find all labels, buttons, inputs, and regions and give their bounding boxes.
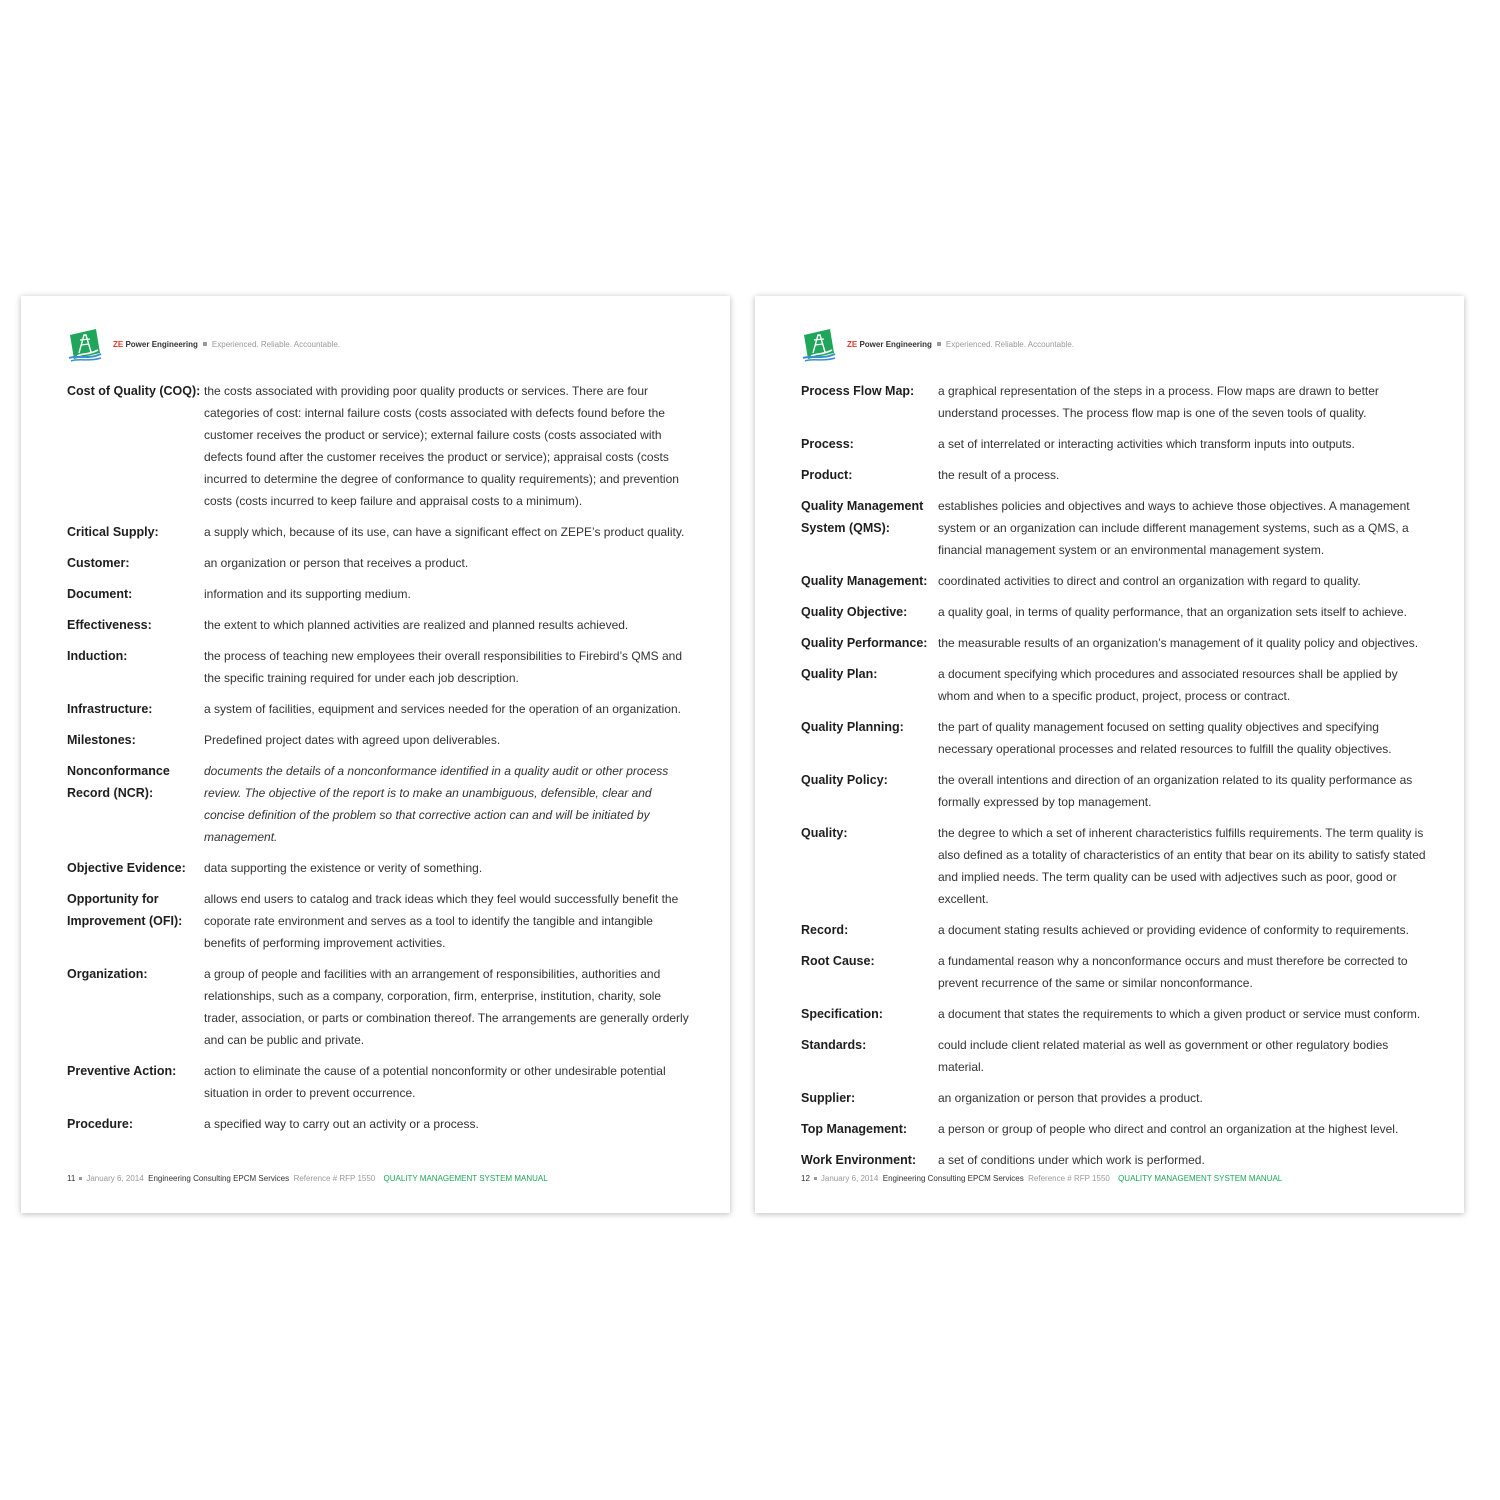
glossary-definition: establishes policies and objectives and ways to achieve those objectives. A management system or an organization can include different management systems, such as a QMS, a financial management system or an environmental management system. [938,499,1410,557]
glossary-entry [67,1113,692,1135]
glossary-term: Customer: [67,556,130,570]
glossary-term: Opportunity for Improvement (OFI): [67,892,183,928]
separator-square [203,342,207,346]
glossary-entry [801,1149,1426,1171]
brand-tagline: Experienced. Reliable. Accountable. [945,339,1075,349]
glossary-definition: a person or group of people who direct and control an organization at the highest level. [938,1122,1399,1136]
glossary-term: Milestones: [67,733,136,747]
glossary-entry [67,1060,692,1104]
footer-date: January 6, 2014 [86,1174,144,1183]
glossary-entry [801,919,1426,941]
glossary-entry [801,433,1426,455]
glossary-definition: the degree to which a set of inherent characteristics fulfills requirements. The term quality is also defined as a totality of characteristics of an entity that bear on its ability to satisfy stated and implied needs. The term quality can be used with adjectives such as poor, good or excellent. [938,826,1426,906]
glossary-definition: Predefined project dates with agreed upon deliverables. [204,733,501,747]
transmission-tower-logo-icon [801,326,837,362]
glossary-definition: the measurable results of an organization’s management of it quality policy and objectives. [938,636,1419,650]
glossary-entry [801,950,1426,994]
glossary-entry [801,464,1426,486]
glossary-entry [67,963,692,1051]
glossary-entry [801,769,1426,813]
glossary-definition: the costs associated with providing poor quality products or services. There are four categories of cost: internal failure costs (costs associated with defects found before the customer receives the product or service); external failure costs (costs associated with defects found after the customer receives the product or service); appraisal costs (costs incurred to determine the degree of conformance to quality requirements); and prevention costs (costs incurred to keep failure and appraisal costs to a minimum). [204,384,679,508]
glossary-term: Quality Objective: [801,605,908,619]
glossary-definition: could include client related material as well as government or other regulatory bodies material. [938,1038,1389,1074]
glossary-entry [67,552,692,574]
glossary-term: Quality Planning: [801,720,904,734]
glossary-definition: a document that states the requirements to which a given product or service must conform. [938,1007,1421,1021]
glossary-definition: a fundamental reason why a nonconformance occurs and must therefore be corrected to prevent recurrence of the same or similar nonconformance. [938,954,1408,990]
footer-doc-title: QUALITY MANAGEMENT SYSTEM MANUAL [383,1174,548,1183]
glossary-term: Organization: [67,967,148,981]
glossary-entry [801,1087,1426,1109]
glossary-definition: coordinated activities to direct and control an organization with regard to quality. [938,574,1361,588]
glossary-entry [801,1034,1426,1078]
glossary-entry [67,760,692,848]
glossary-definition: a specified way to carry out an activity or a process. [204,1117,479,1131]
glossary-list [801,380,1426,1180]
glossary-term: Work Environment: [801,1153,917,1167]
glossary-list [67,380,692,1144]
glossary-definition: the result of a process. [938,468,1060,482]
glossary-definition: documents the details of a nonconformance identified in a quality audit or other process review. The objective of the report is to make an unambiguous, defensible, clear and concise definition of the problem so that corrective action can and will be initiated by management. [204,764,669,844]
document-page-12 [755,296,1464,1213]
glossary-entry [67,614,692,636]
separator-square [937,342,941,346]
footer-dot [79,1177,82,1180]
glossary-entry [67,857,692,879]
glossary-definition: a graphical representation of the steps in a process. Flow maps are drawn to better understand processes. The process flow map is one of the seven tools of quality. [938,384,1379,420]
glossary-entry [801,601,1426,623]
page-footer [801,1174,1282,1183]
glossary-definition: the process of teaching new employees their overall responsibilities to Firebird’s QMS and the specific training required for under each job description. [204,649,683,685]
glossary-entry [67,380,692,512]
glossary-definition: a group of people and facilities with an arrangement of responsibilities, authorities and relationships, such as a company, corporation, firm, enterprise, institution, charity, sole trader, association, or parts or combination thereof. The arrangements are generally orderly and can be public and private. [204,967,689,1047]
glossary-term: Specification: [801,1007,883,1021]
glossary-term: Quality Policy: [801,773,888,787]
glossary-term: Quality Management System (QMS): [801,499,924,535]
glossary-term: Induction: [67,649,128,663]
glossary-definition: data supporting the existence or verity of something. [204,861,483,875]
glossary-definition: a document stating results achieved or providing evidence of conformity to requirements. [938,923,1409,937]
brand-name: ZE Power Engineering [847,339,932,349]
glossary-term: Quality Performance: [801,636,928,650]
glossary-term: Objective Evidence: [67,861,186,875]
glossary-definition: an organization or person that provides a product. [938,1091,1203,1105]
glossary-definition: information and its supporting medium. [204,587,411,601]
glossary-term: Standards: [801,1038,867,1052]
glossary-term: Supplier: [801,1091,856,1105]
page-number: 12 [801,1174,810,1183]
glossary-term: Record: [801,923,849,937]
brand-tagline: Experienced. Reliable. Accountable. [211,339,341,349]
glossary-definition: the extent to which planned activities are realized and planned results achieved. [204,618,629,632]
glossary-term: Top Management: [801,1122,908,1136]
glossary-entry [801,716,1426,760]
glossary-entry [67,888,692,954]
glossary-term: Document: [67,587,133,601]
footer-service: Engineering Consulting EPCM Services [148,1174,290,1183]
glossary-term: Product: [801,468,853,482]
glossary-definition: an organization or person that receives a product. [204,556,469,570]
glossary-entry [801,1003,1426,1025]
glossary-term: Quality Management: [801,574,928,588]
transmission-tower-logo-icon [67,326,103,362]
brand-name: ZE Power Engineering [113,339,198,349]
glossary-entry [801,632,1426,654]
glossary-term: Critical Supply: [67,525,159,539]
glossary-definition: a set of interrelated or interacting activities which transform inputs into outputs. [938,437,1355,451]
footer-date: January 6, 2014 [820,1174,879,1183]
glossary-term: Quality: [801,826,848,840]
page-footer [67,1174,548,1183]
footer-reference: Reference # RFP 1550 [1028,1174,1110,1183]
glossary-entry [67,729,692,751]
glossary-term: Quality Plan: [801,667,878,681]
page-header [67,324,340,364]
glossary-entry [801,822,1426,910]
glossary-entry [67,583,692,605]
glossary-definition: action to eliminate the cause of a potential nonconformity or other undesirable potential situation in order to prevent occurrence. [204,1064,666,1100]
glossary-entry [801,495,1426,561]
glossary-term: Infrastructure: [67,702,153,716]
glossary-entry [67,521,692,543]
glossary-term: Preventive Action: [67,1064,177,1078]
glossary-definition: the part of quality management focused on setting quality objectives and specifying necessary operational processes and related resources to fulfill the quality objectives. [938,720,1392,756]
glossary-term: Nonconformance Record (NCR): [67,764,170,800]
page-number: 11 [67,1174,76,1183]
glossary-entry [801,663,1426,707]
glossary-definition: a quality goal, in terms of quality performance, that an organization sets itself to achieve. [938,605,1407,619]
page-header [801,324,1074,364]
glossary-term: Procedure: [67,1117,133,1131]
footer-dot [814,1177,817,1180]
glossary-entry [801,380,1426,424]
glossary-term: Root Cause: [801,954,875,968]
glossary-definition: the overall intentions and direction of an organization related to its quality performance as formally expressed by top management. [938,773,1413,809]
glossary-entry [801,570,1426,592]
glossary-entry [67,698,692,720]
glossary-entry [67,645,692,689]
footer-service: Engineering Consulting EPCM Services [882,1174,1024,1183]
glossary-term: Cost of Quality (COQ): [67,384,201,398]
glossary-definition: a supply which, because of its use, can have a significant effect on ZEPE’s product quality. [204,525,685,539]
glossary-definition: allows end users to catalog and track ideas which they feel would successfully benefit the coporate rate environment and serves as a tool to identify the tangible and intangible benefits of performing improvement activities. [204,892,679,950]
footer-reference: Reference # RFP 1550 [293,1174,376,1183]
glossary-term: Process Flow Map: [801,384,915,398]
footer-doc-title: QUALITY MANAGEMENT SYSTEM MANUAL [1118,1174,1283,1183]
glossary-term: Effectiveness: [67,618,152,632]
glossary-entry [801,1118,1426,1140]
document-page-11 [21,296,730,1213]
glossary-term: Process: [801,437,854,451]
glossary-definition: a system of facilities, equipment and services needed for the operation of an organization. [204,702,681,716]
glossary-definition: a set of conditions under which work is performed. [938,1153,1205,1167]
glossary-definition: a document specifying which procedures and associated resources shall be applied by whom and when to a specific product, project, process or contract. [938,667,1398,703]
